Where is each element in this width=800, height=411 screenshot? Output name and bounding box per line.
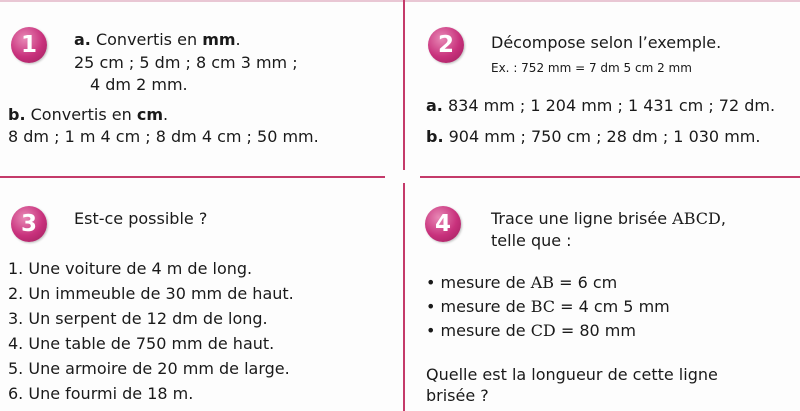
bullet-1-segment: AB: [530, 273, 554, 292]
horizontal-divider-right: [420, 176, 800, 178]
exercise-1b-letter: b.: [8, 105, 26, 124]
exercise-1a-text: Convertis en: [95, 30, 198, 49]
exercise-4-bullet-1: [426, 272, 617, 294]
exercise-4-number: 4: [434, 211, 451, 237]
exercise-3-item-3: 3. Un serpent de 12 dm de long.: [8, 309, 268, 328]
exercise-4-line-2: telle que :: [491, 231, 572, 250]
exercise-3-item-1: 1. Une voiture de 4 m de long.: [8, 259, 253, 278]
bullet-3-measure: = 80 mm: [560, 321, 636, 340]
exercise-3-badge: [11, 206, 47, 242]
bullet-2-measure: = 4 cm 5 mm: [560, 297, 670, 316]
top-strip: [0, 0, 800, 2]
exercise-4-line-name: ABCD: [672, 209, 721, 228]
exercise-1b-text: Convertis en: [30, 105, 132, 124]
exercise-2b-line: [426, 126, 760, 148]
exercise-1b-end: .: [163, 105, 169, 124]
exercise-2-instruction: Décompose selon l’exemple.: [491, 33, 722, 52]
exercise-4-line-1: [491, 208, 726, 230]
vertical-divider-top: [403, 0, 405, 170]
exercise-1a-line-2: 4 dm 2 mm.: [90, 75, 188, 94]
exercise-1b-unit: cm: [136, 105, 163, 124]
bullet-1-prefix: • mesure de: [426, 273, 526, 292]
horizontal-divider-left: [0, 176, 385, 178]
exercise-2a-line: [426, 95, 775, 117]
exercise-1a-end: .: [235, 30, 241, 49]
bullet-1-measure: = 6 cm: [559, 273, 618, 292]
exercise-2-example: Ex. : 752 mm = 7 dm 5 cm 2 mm: [491, 61, 692, 75]
exercise-4-bullet-2: [426, 296, 670, 318]
bullet-3-segment: CD: [530, 321, 556, 340]
exercise-3-question: Est-ce possible ?: [74, 209, 208, 228]
exercise-2-number: 2: [437, 32, 454, 58]
exercise-3-number: 3: [20, 211, 37, 237]
exercise-4-question-line-1: Quelle est la longueur de cette ligne: [426, 365, 718, 384]
exercise-1b-instruction: [8, 104, 168, 126]
exercise-3-item-2: 2. Un immeuble de 30 mm de haut.: [8, 284, 294, 303]
exercise-3-item-5: 5. Une armoire de 20 mm de large.: [8, 359, 290, 378]
exercise-1a-unit: mm: [202, 30, 236, 49]
exercise-2-badge: [428, 27, 464, 63]
exercise-2b-text: 904 mm ; 750 cm ; 28 dm ; 1 030 mm.: [448, 127, 761, 146]
exercise-4-bullet-3: [426, 320, 636, 342]
bullet-3-prefix: • mesure de: [426, 321, 526, 340]
bullet-2-prefix: • mesure de: [426, 297, 526, 316]
exercise-4-line-1-text: Trace une ligne brisée: [491, 209, 668, 228]
exercise-2a-text: 834 mm ; 1 204 mm ; 1 431 cm ; 72 dm.: [447, 96, 776, 115]
exercise-2a-letter: a.: [426, 96, 443, 115]
exercise-1b-line: 8 dm ; 1 m 4 cm ; 8 dm 4 cm ; 50 mm.: [8, 127, 319, 146]
exercise-3-item-4: 4. Une table de 750 mm de haut.: [8, 334, 275, 353]
vertical-divider-bottom: [403, 183, 405, 411]
exercise-1-number: 1: [20, 32, 37, 58]
exercise-4-badge: [425, 206, 461, 242]
exercise-4-line-1-end: ,: [720, 209, 726, 228]
exercise-1a-line-1: 25 cm ; 5 dm ; 8 cm 3 mm ;: [74, 53, 298, 72]
exercise-1a-letter: a.: [74, 30, 91, 49]
bullet-2-segment: BC: [530, 297, 555, 316]
exercise-2b-letter: b.: [426, 127, 444, 146]
exercise-1-badge: [11, 27, 47, 63]
exercise-4-question-line-2: brisée ?: [426, 386, 489, 405]
exercise-3-item-6: 6. Une fourmi de 18 m.: [8, 384, 194, 403]
exercise-1a-instruction: [74, 29, 241, 51]
